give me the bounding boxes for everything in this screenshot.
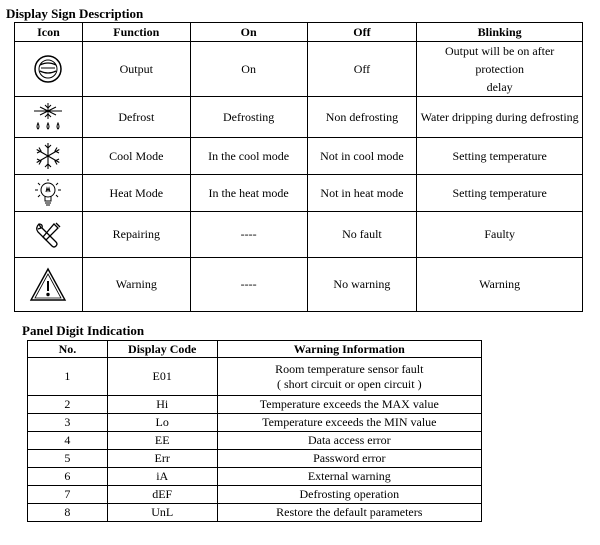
table-row xyxy=(28,486,482,504)
header-no: No. xyxy=(28,341,108,358)
display-sign-header-row xyxy=(15,23,583,42)
icon-cell xyxy=(15,175,83,212)
function-cell: Defrost xyxy=(82,97,190,138)
blinking-line2: delay xyxy=(486,80,513,94)
code-cell: Hi xyxy=(107,396,217,414)
blinking-cell: Water dripping during defrosting xyxy=(417,97,583,138)
off-cell: Not in heat mode xyxy=(307,175,417,212)
function-cell: Repairing xyxy=(82,212,190,258)
table-row xyxy=(28,504,482,522)
no-cell: 8 xyxy=(28,504,108,522)
table-row xyxy=(28,396,482,414)
table-row xyxy=(28,468,482,486)
off-cell: Off xyxy=(307,42,417,97)
info-cell xyxy=(217,358,481,396)
icon-cell xyxy=(15,97,83,138)
on-cell: ---- xyxy=(190,258,307,312)
code-cell: Lo xyxy=(107,414,217,432)
table-row xyxy=(15,175,583,212)
table-row xyxy=(15,258,583,312)
table-row xyxy=(15,97,583,138)
panel-digit-header-row xyxy=(28,341,482,358)
no-cell: 5 xyxy=(28,450,108,468)
no-cell: 6 xyxy=(28,468,108,486)
header-blinking: Blinking xyxy=(417,23,583,42)
info-cell: Restore the default parameters xyxy=(217,504,481,522)
on-cell: In the cool mode xyxy=(190,138,307,175)
on-cell: On xyxy=(190,42,307,97)
on-cell: Defrosting xyxy=(190,97,307,138)
no-cell: 4 xyxy=(28,432,108,450)
defrost-icon xyxy=(30,101,66,133)
blinking-line1: Output will be on after protection xyxy=(445,44,555,76)
code-cell: E01 xyxy=(107,358,217,396)
header-display-code: Display Code xyxy=(107,341,217,358)
info-cell: Temperature exceeds the MIN value xyxy=(217,414,481,432)
info-line1: Room temperature sensor fault xyxy=(275,361,424,376)
on-cell: ---- xyxy=(190,212,307,258)
panel-digit-title: Panel Digit Indication xyxy=(22,323,145,338)
info-line2: ( short circuit or open circuit ) xyxy=(276,376,422,391)
code-cell: EE xyxy=(107,432,217,450)
no-cell: 1 xyxy=(28,358,108,396)
code-cell: iA xyxy=(107,468,217,486)
off-cell: Not in cool mode xyxy=(307,138,417,175)
blinking-cell: Warning xyxy=(417,258,583,312)
off-cell: No warning xyxy=(307,258,417,312)
blinking-cell: Setting temperature xyxy=(417,175,583,212)
no-cell: 3 xyxy=(28,414,108,432)
warning-icon xyxy=(29,267,67,303)
blinking-cell: Faulty xyxy=(417,212,583,258)
function-cell: Warning xyxy=(82,258,190,312)
table-row xyxy=(15,212,583,258)
no-cell: 2 xyxy=(28,396,108,414)
info-cell: External warning xyxy=(217,468,481,486)
function-cell: Output xyxy=(82,42,190,97)
icon-cell xyxy=(15,42,83,97)
code-cell: Err xyxy=(107,450,217,468)
blinking-cell: Setting temperature xyxy=(417,138,583,175)
header-icon: Icon xyxy=(15,23,83,42)
panel-digit-table xyxy=(27,340,482,522)
icon-cell xyxy=(15,212,83,258)
off-cell: No fault xyxy=(307,212,417,258)
code-cell: UnL xyxy=(107,504,217,522)
compressor-icon xyxy=(31,52,65,86)
heat-bulb-icon xyxy=(32,177,64,209)
table-row xyxy=(28,358,482,396)
table-row xyxy=(28,414,482,432)
header-warning-information: Warning Information xyxy=(217,341,481,358)
info-cell: Defrosting operation xyxy=(217,486,481,504)
info-cell: Password error xyxy=(217,450,481,468)
icon-cell xyxy=(15,138,83,175)
no-cell: 7 xyxy=(28,486,108,504)
table-row xyxy=(15,42,583,97)
header-function: Function xyxy=(82,23,190,42)
info-cell: Data access error xyxy=(217,432,481,450)
off-cell: Non defrosting xyxy=(307,97,417,138)
table-row xyxy=(28,432,482,450)
function-cell: Cool Mode xyxy=(82,138,190,175)
display-sign-table xyxy=(14,22,583,312)
on-cell: In the heat mode xyxy=(190,175,307,212)
header-on: On xyxy=(190,23,307,42)
icon-cell xyxy=(15,258,83,312)
display-sign-title: Display Sign Description xyxy=(6,6,144,21)
table-row xyxy=(28,450,482,468)
table-row xyxy=(15,138,583,175)
info-cell: Temperature exceeds the MAX value xyxy=(217,396,481,414)
blinking-cell xyxy=(417,42,583,97)
code-cell: dEF xyxy=(107,486,217,504)
header-off: Off xyxy=(307,23,417,42)
wrench-icon xyxy=(32,219,64,251)
function-cell: Heat Mode xyxy=(82,175,190,212)
snowflake-icon xyxy=(33,141,63,171)
